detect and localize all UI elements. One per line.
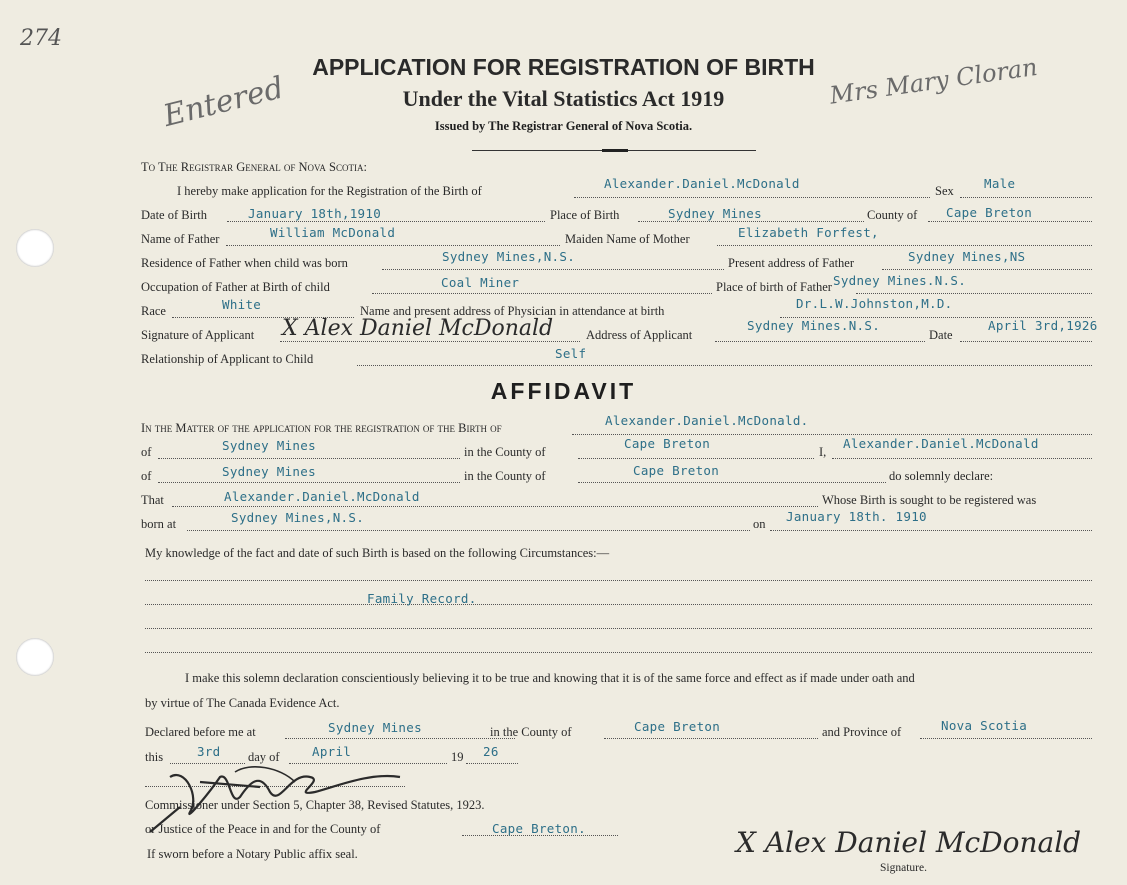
year-prefix: 19 [451, 750, 464, 764]
that-value: Alexander.Daniel.McDonald [224, 489, 420, 504]
day-of-label: day of [248, 750, 280, 764]
county-label: County of [867, 208, 918, 222]
sex-label: Sex [935, 184, 954, 198]
county-label-1: in the County of [464, 445, 546, 459]
born-place-line [187, 530, 750, 531]
date-line [960, 341, 1092, 342]
applicant-addr-line [715, 341, 925, 342]
occupation-value: Coal Miner [441, 275, 520, 290]
declared-county-label: in the County of [490, 725, 572, 739]
that-line [172, 506, 818, 507]
county-line-1 [578, 458, 814, 459]
born-date-value: January 18th. 1910 [786, 509, 927, 524]
year-value: 26 [483, 744, 499, 759]
occupation-label: Occupation of Father at Birth of child [141, 280, 330, 294]
province-value: Nova Scotia [941, 718, 1028, 733]
born-date-line [770, 530, 1092, 531]
born-place-value: Sydney Mines,N.S. [231, 510, 365, 525]
intro-label: I hereby make application for the Registration of the Birth of [177, 184, 482, 198]
pob-line [638, 221, 864, 222]
matter-value: Alexander.Daniel.McDonald. [605, 413, 809, 428]
of-label-2: of [141, 469, 152, 483]
relationship-value: Self [555, 346, 587, 361]
affidavit-heading: AFFIDAVIT [490, 378, 637, 404]
matter-label: In the Matter of the application for the registration of the Birth of [141, 421, 502, 435]
relationship-label: Relationship of Applicant to Child [141, 352, 314, 366]
declared-place-value: Sydney Mines [328, 720, 422, 735]
mother-value: Elizabeth Forfest, [738, 225, 879, 240]
day-value: 3rd [197, 744, 221, 759]
that-label: That [141, 493, 164, 507]
declared-county-value: Cape Breton [634, 719, 721, 734]
circumstance-line-3 [145, 628, 1092, 629]
punch-hole-top [16, 229, 54, 267]
father-value: William McDonald [270, 225, 396, 240]
race-value: White [222, 297, 262, 312]
county-line-2 [578, 482, 886, 483]
punch-hole-bottom [16, 638, 54, 676]
present-addr-value: Sydney Mines,NS [908, 249, 1026, 264]
entered-annotation: Entered [160, 70, 288, 134]
justice-label: or Justice of the Peace in and for the County of [145, 822, 381, 836]
declared-label: Declared before me at [145, 725, 256, 739]
province-label: and Province of [822, 725, 902, 739]
commissioner-label: Commissioner under Section 5, Chapter 38, Revised Statutes, 1923. [145, 798, 485, 812]
declaration-text-2: by virtue of The Canada Evidence Act. [145, 696, 340, 710]
born-label: born at [141, 517, 177, 531]
of-line-2 [158, 482, 460, 483]
res-father-line [382, 269, 724, 270]
this-label: this [145, 750, 164, 764]
res-father-label: Residence of Father when child was born [141, 256, 348, 270]
county-value: Cape Breton [946, 205, 1033, 220]
father-birthplace-label: Place of birth of Father [716, 280, 832, 294]
county-value-1: Cape Breton [624, 436, 711, 451]
sex-line [960, 197, 1092, 198]
dob-value: January 18th,1910 [248, 206, 382, 221]
pob-label: Place of Birth [550, 208, 620, 222]
mother-label: Maiden Name of Mother [565, 232, 690, 246]
header-rule-accent [602, 149, 628, 152]
page-title: APPLICATION FOR REGISTRATION OF BIRTH [312, 54, 815, 80]
mother-line [717, 245, 1092, 246]
matter-line [572, 434, 1092, 435]
signature-line [280, 341, 580, 342]
page-subtitle: Under the Vital Statistics Act 1919 [402, 86, 725, 111]
affiant-signature: X Alex Daniel McDonald [736, 826, 1082, 859]
declared-county-line [604, 738, 818, 739]
race-label: Race [141, 304, 166, 318]
declarant-line [832, 458, 1092, 459]
on-label: on [753, 517, 766, 531]
circumstance-line-2 [145, 604, 1092, 605]
justice-county-value: Cape Breton. [492, 821, 586, 836]
signature-caption: Signature. [880, 862, 927, 874]
to-registrar-line: To The Registrar General of Nova Scotia: [141, 160, 367, 174]
circumstance-line-1 [145, 580, 1092, 581]
relationship-line [357, 365, 1092, 366]
dob-line [227, 221, 545, 222]
circumstance-line-4 [145, 652, 1092, 653]
county-line [928, 221, 1092, 222]
of-label-1: of [141, 445, 152, 459]
knowledge-label: My knowledge of the fact and date of such Birth is based on the following Circumstances:— [145, 546, 610, 560]
year-line [466, 763, 518, 764]
res-father-value: Sydney Mines,N.S. [442, 249, 576, 264]
child-name-line [574, 197, 930, 198]
notary-label: If sworn before a Notary Public affix seal. [147, 847, 358, 861]
doc-number: 274 [20, 26, 62, 51]
applicant-addr-value: Sydney Mines.N.S. [747, 318, 881, 333]
father-line [226, 245, 560, 246]
declaration-text-1: I make this solemn declaration conscientiously believing it to be true and knowing that it is of the same force and effect as if made under oath and [185, 671, 915, 685]
present-addr-label: Present address of Father [728, 256, 855, 270]
declare-label: do solemnly declare: [889, 469, 994, 483]
applicant-signature: X Alex Daniel McDonald [282, 316, 554, 341]
dob-label: Date of Birth [141, 208, 207, 222]
father-birthplace-line [856, 293, 1092, 294]
date-value: April 3rd,1926 [988, 318, 1098, 333]
informant-annotation: Mrs Mary Cloran [828, 52, 1040, 110]
whose-label: Whose Birth is sought to be registered was [822, 493, 1037, 507]
child-name-value: Alexander.Daniel.McDonald [604, 176, 800, 191]
of-value-1: Sydney Mines [222, 438, 316, 453]
physician-value: Dr.L.W.Johnston,M.D. [796, 296, 953, 311]
province-line [920, 738, 1092, 739]
issuer-line: Issued by The Registrar General of Nova Scotia. [434, 119, 693, 133]
father-label: Name of Father [141, 232, 220, 246]
physician-label: Name and present address of Physician in attendance at birth [360, 304, 665, 318]
present-addr-line [882, 269, 1092, 270]
applicant-addr-label: Address of Applicant [586, 328, 693, 342]
father-birthplace-value: Sydney Mines.N.S. [833, 273, 967, 288]
month-value: April [312, 744, 352, 759]
declared-place-line [285, 738, 515, 739]
of-line-1 [158, 458, 460, 459]
date-label: Date [929, 328, 953, 342]
sex-value: Male [984, 176, 1016, 191]
occupation-line [372, 293, 712, 294]
declarant-value: Alexander.Daniel.McDonald [843, 436, 1039, 451]
pob-value: Sydney Mines [668, 206, 762, 221]
i-label: I, [819, 445, 827, 459]
of-value-2: Sydney Mines [222, 464, 316, 479]
county-value-2: Cape Breton [633, 463, 720, 478]
circumstance-value: Family Record. [367, 591, 477, 606]
county-label-2: in the County of [464, 469, 546, 483]
signature-label: Signature of Applicant [141, 328, 255, 342]
